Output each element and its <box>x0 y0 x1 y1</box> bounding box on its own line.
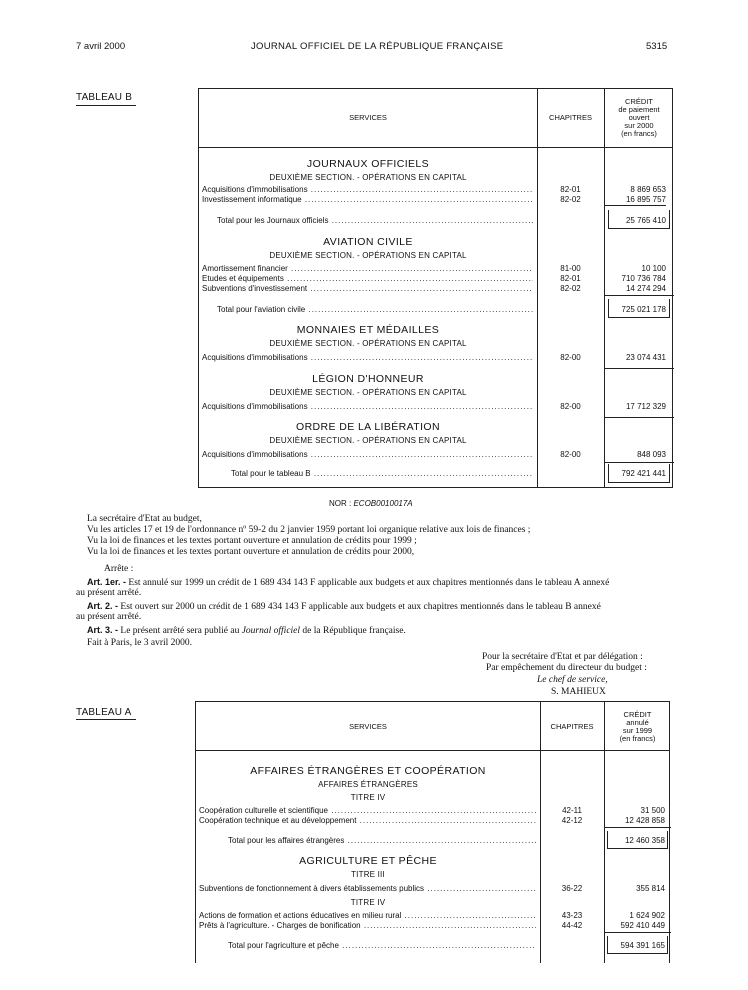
col-chapitres-header: CHAPITRES <box>549 113 592 122</box>
section-title: LÉGION D'HONNEUR <box>312 373 424 385</box>
section-subtitle: DEUXIÈME SECTION. - OPÉRATIONS EN CAPITAL <box>269 173 467 182</box>
paragraph: Vu les articles 17 et 19 de l'ordonnance nº 59-2 du 2 janvier 1959 portant loi organique relative aux lois de finances ; <box>87 525 531 535</box>
col-services-header: SERVICES <box>349 722 387 731</box>
section-subtitle: DEUXIÈME SECTION. - OPÉRATIONS EN CAPITAL <box>269 339 467 348</box>
titre-heading: TITRE IV <box>350 898 386 907</box>
nor-reference: NOR : ECOB0010017A <box>329 499 413 508</box>
section-subtitle: DEUXIÈME SECTION. - OPÉRATIONS EN CAPITAL <box>269 436 467 445</box>
tableau-a-label: TABLEAU A <box>76 707 132 718</box>
header-journal-title: JOURNAL OFFICIEL DE LA RÉPUBLIQUE FRANÇAISE <box>251 41 504 52</box>
paragraph: Vu la loi de finances et les textes portant ouverture et annulation de crédits pour 2000, <box>87 547 415 557</box>
paragraph: La secrétaire d'Etat au budget, <box>87 514 202 524</box>
signature-line-2: Par empêchement du directeur du budget : <box>486 663 647 673</box>
article-1-cont: au présent arrêté. <box>76 588 142 598</box>
fait-a-paris: Fait à Paris, le 3 avril 2000. <box>87 638 193 648</box>
titre-heading: TITRE IV <box>350 793 386 802</box>
header-date: 7 avril 2000 <box>76 41 126 52</box>
article-2-cont: au présent arrêté. <box>76 612 142 622</box>
signature-line-1: Pour la secrétaire d'Etat et par délégation : <box>482 652 643 662</box>
section-title: JOURNAUX OFFICIELS <box>306 158 430 170</box>
arrete-heading: Arrête : <box>104 564 134 574</box>
tableau-a-underline <box>76 719 136 720</box>
section-title: MONNAIES ET MÉDAILLES <box>296 324 440 336</box>
signature-name: S. MAHIEUX <box>551 687 606 697</box>
col-credit-header: CRÉDIT annulé sur 1999 (en francs) <box>619 710 656 743</box>
titre-heading: TITRE III <box>351 870 385 879</box>
col-credit-header: CRÉDIT de paiement ouvert sur 2000 (en francs) <box>618 97 660 138</box>
section-title: AVIATION CIVILE <box>323 236 413 248</box>
article-2: Art. 2. - Est ouvert sur 2000 un crédit de 1 689 434 143 F applicable aux budgets et aux chapitres mentionnés dans le tableau B annexé <box>87 601 601 612</box>
article-3: Art. 3. - Le présent arrêté sera publié au Journal officiel de la République française. <box>87 625 406 636</box>
section-subtitle: DEUXIÈME SECTION. - OPÉRATIONS EN CAPITAL <box>269 388 467 397</box>
section-subtitle: DEUXIÈME SECTION. - OPÉRATIONS EN CAPITAL <box>269 251 467 260</box>
section-title: AFFAIRES ÉTRANGÈRES ET COOPÉRATION <box>250 765 486 777</box>
col-services-header: SERVICES <box>349 113 387 122</box>
col-chapitres-header: CHAPITRES <box>550 722 594 731</box>
tableau-b-underline <box>76 105 136 106</box>
article-1: Art. 1er. - Est annulé sur 1999 un crédit de 1 689 434 143 F applicable aux budgets et aux chapitres mentionnés dans le tableau A annexé <box>87 577 610 588</box>
tableau-b: SERVICES CHAPITRES CRÉDIT de paiement ouvert sur 2000 (en francs) JOURNAUX OFFICIELS DEUXIÈME SECTION. - OPÉRATIONS EN CAPITAL Acquisitions d'immobilisations ..... 82-01 8 869 653 Investissement informatique ..... 82-02 16 895 757 Total pour les Journaux officiels ..... 25 765 410 AVIATION CIVILE DEUXIÈME SECTION. - OPÉRATIONS EN CAPITAL Amortissement financier ..... 81-00 10 100 Etudes et équipements ..... 82-01 710 736 784 Subventions d'investissement ..... 82-02 14 274 294 Total pour l'aviation civile ..... 725 021 178 MONNAIES ET MÉDAILLES DEUXIÈME SECTION. - OPÉRATIONS EN CAPITAL Acquisitions d'immobilisations ..... 82-00 23 074 431 LÉGION D'HONNEUR DEUXIÈME SECTION. - OPÉRATIONS EN CAPITAL Acquisitions d'immobilisations ..... 82-00 17 712 329 ORDRE DE LA LIBÉRATION DEUXIÈME SECTION. - OPÉRATIONS EN CAPITAL Acquisitions d'immobilisations ..... 82-00 848 093 Total pour le tableau B ..... 792 421 441 <box>198 88 673 488</box>
section-subtitle: AFFAIRES ÉTRANGÈRES <box>318 780 418 789</box>
tableau-b-label: TABLEAU B <box>76 92 133 103</box>
section-title: ORDRE DE LA LIBÉRATION <box>296 421 440 433</box>
paragraph: Vu la loi de finances et les textes portant ouverture et annulation de crédits pour 1999 ; <box>87 536 417 546</box>
section-title: AGRICULTURE ET PÊCHE <box>299 855 437 867</box>
header-page-number: 5315 <box>646 41 668 52</box>
tableau-a: SERVICES CHAPITRES CRÉDIT annulé sur 1999 (en francs) AFFAIRES ÉTRANGÈRES ET COOPÉRATION AFFAIRES ÉTRANGÈRES TITRE IV Coopération culturelle et scientifique ..... 42-11 31 500 Coopération technique et au développement ..... 42-12 12 428 858 Total pour les affaires étrangères ..... 12 460 358 AGRICULTURE ET PÊCHE TITRE III Subventions de fonctionnement à divers établissements publics ..... 36-22 355 814 TITRE IV Actions de formation et actions éducatives en milieu rural ..... 43-23 1 624 902 Prêts à l'agriculture. - Charges de bonification ..... 44-42 592 410 449 Total pour l'agriculture et pêche ..... 594 391 165 <box>195 701 670 963</box>
signature-line-3: Le chef de service, <box>537 675 608 685</box>
